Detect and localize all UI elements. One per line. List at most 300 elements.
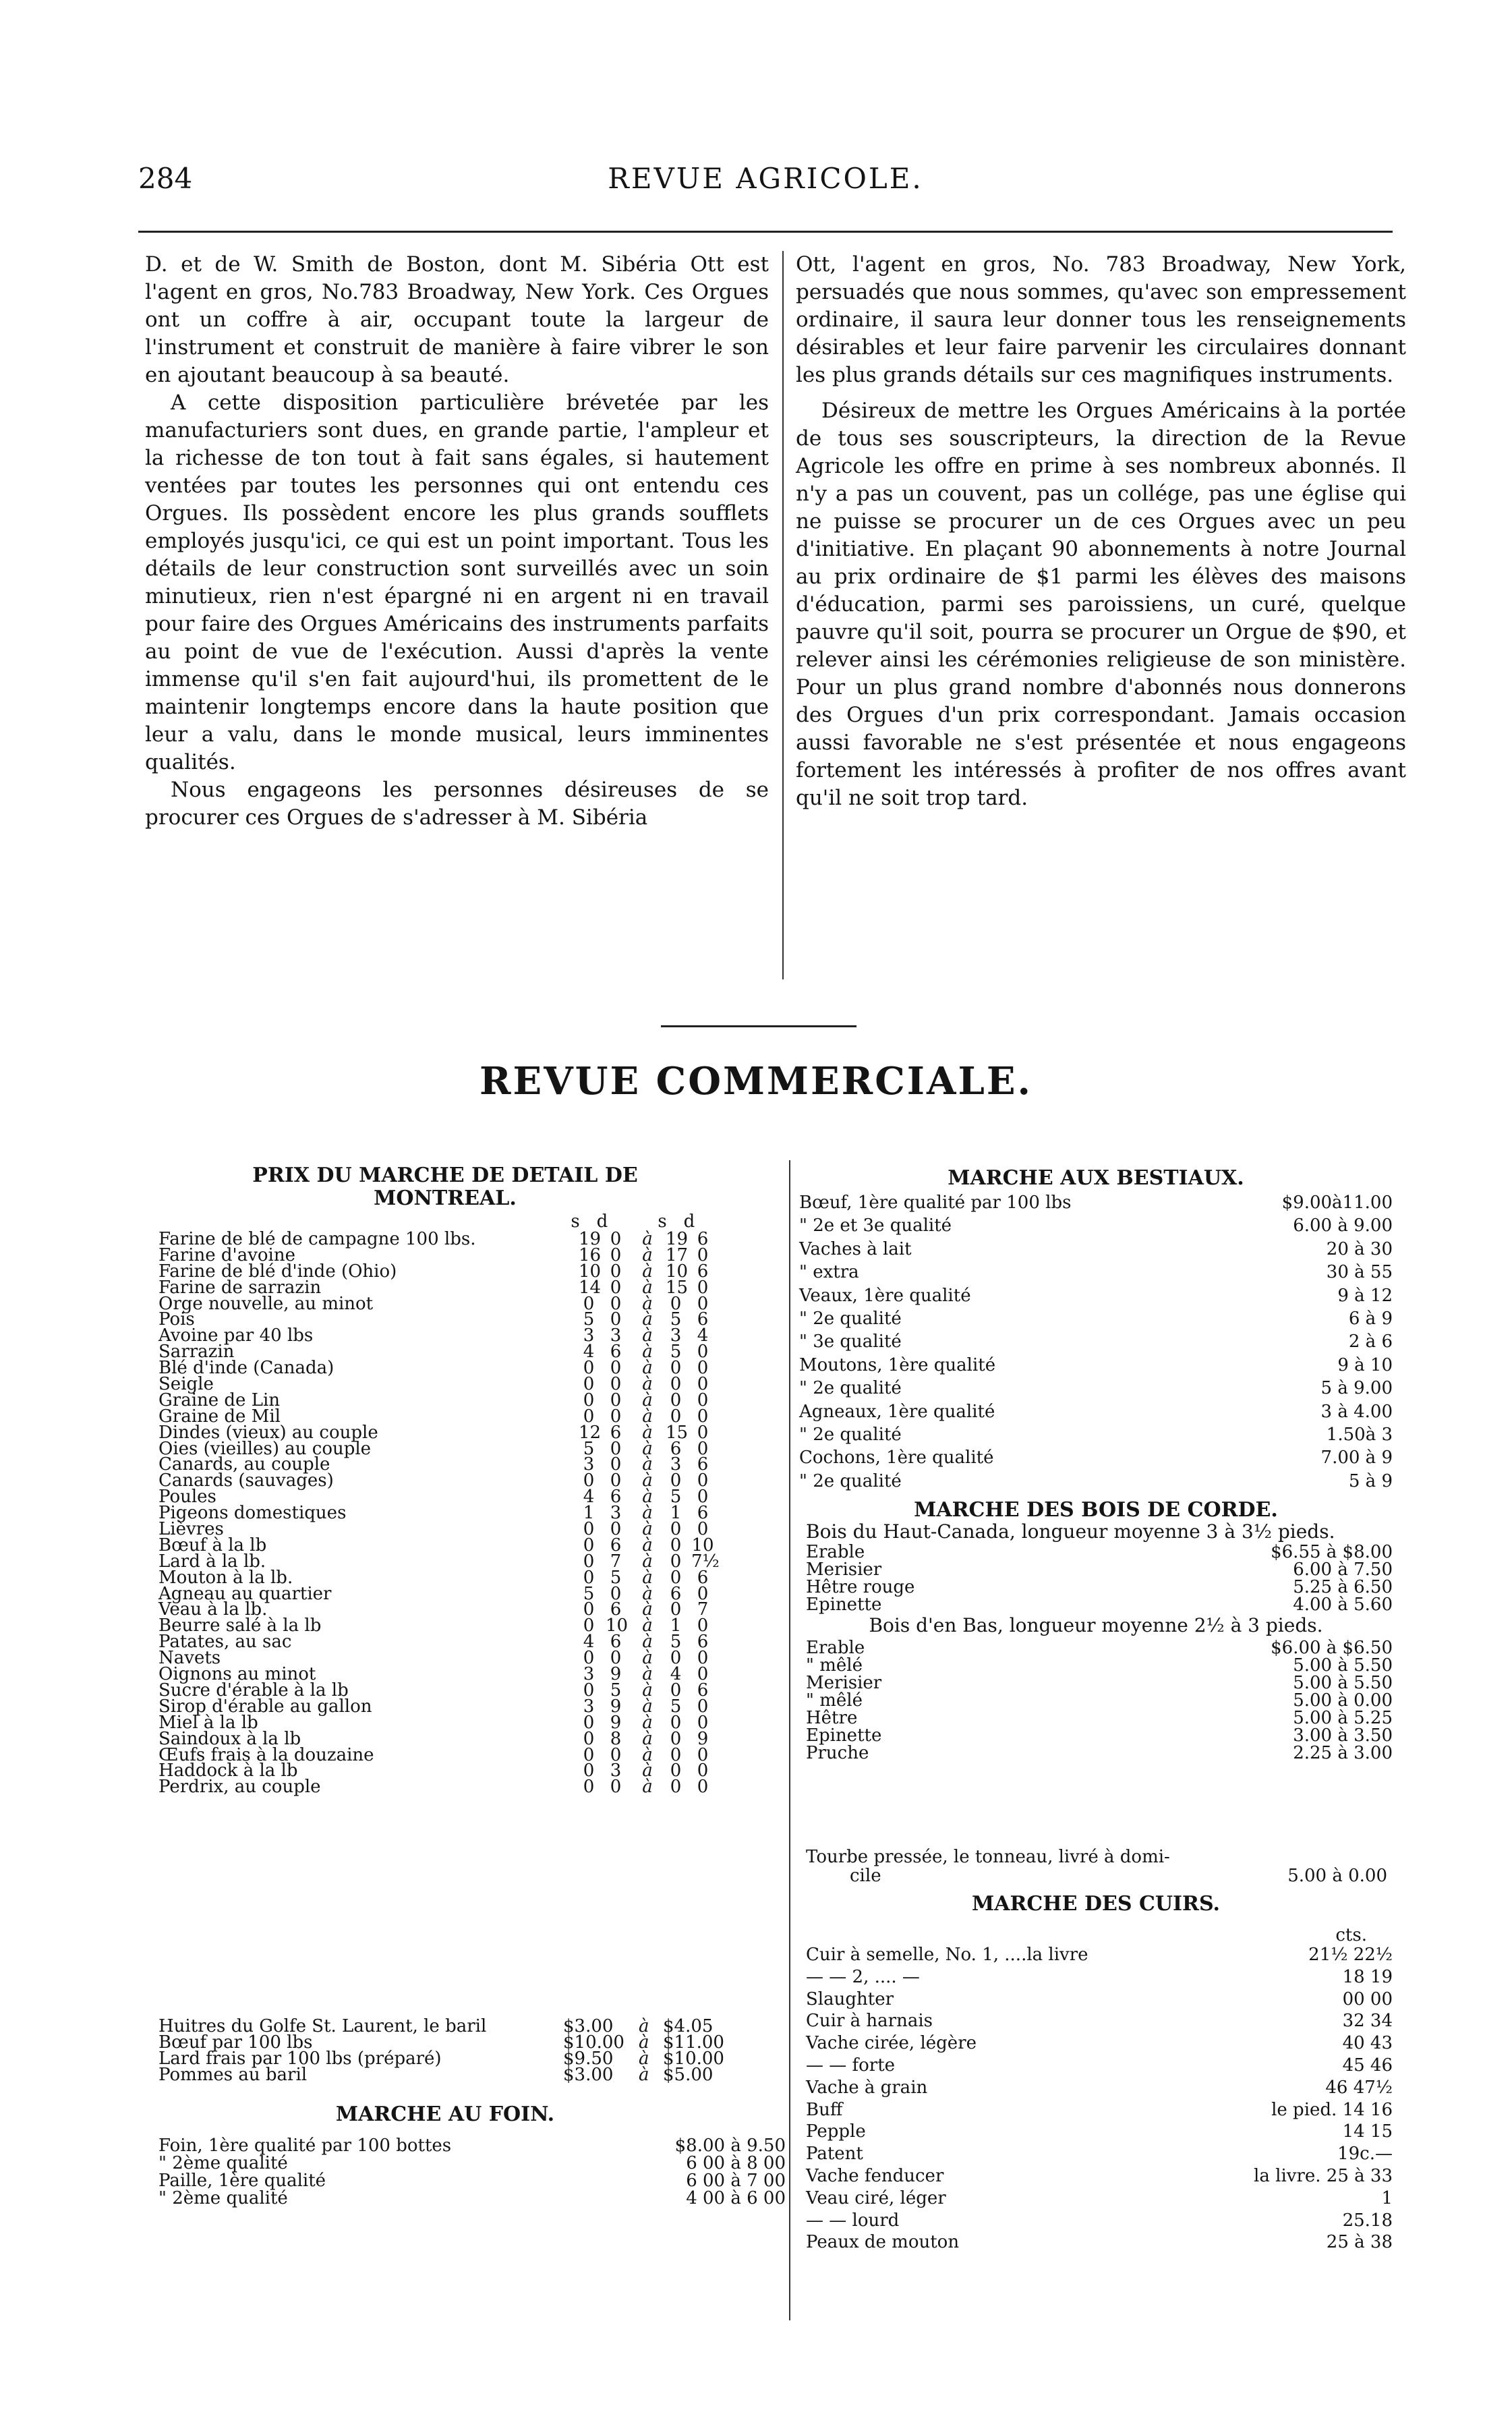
table-row xyxy=(799,1214,1393,1237)
table-column-divider xyxy=(789,1160,790,2320)
price-range: 00 00 xyxy=(1342,1989,1393,2009)
price-high-pence: 0 xyxy=(697,1277,709,1298)
price-high-shillings: 5 xyxy=(670,1309,682,1330)
range-separator: à xyxy=(642,1406,653,1427)
range-separator: à xyxy=(642,1535,653,1555)
price-low-shillings: 0 xyxy=(583,1680,595,1700)
price-range: 6 00 à 7 00 xyxy=(686,2171,786,2191)
price-high-pence: 0 xyxy=(697,1390,709,1410)
range-separator: à xyxy=(642,1390,653,1410)
peat-value: 5.00 à 0.00 xyxy=(1287,1866,1387,1886)
price-high: $10.00 xyxy=(663,2048,724,2069)
price-low-shillings: 5 xyxy=(583,1583,595,1604)
price-high: $4.05 xyxy=(663,2016,714,2036)
price-range: 40 43 xyxy=(1342,2033,1393,2054)
price-high-pence: 7 xyxy=(697,1599,709,1620)
table-row xyxy=(806,1944,1393,1966)
price-low-shillings: 0 xyxy=(583,1777,595,1798)
item-name: Poules xyxy=(158,1487,216,1508)
header-d: d xyxy=(683,1211,695,1232)
price-range: 3.00 à 3.50 xyxy=(1293,1725,1393,1746)
price-low: $9.50 xyxy=(563,2048,614,2069)
table-row xyxy=(806,1657,1393,1674)
price-low-shillings: 5 xyxy=(583,1438,595,1459)
table-row xyxy=(158,2137,786,2154)
price-low-pence: 0 xyxy=(610,1777,622,1798)
price-high-shillings: 0 xyxy=(670,1712,682,1733)
article-paragraph: Désireux de mettre les Orgues Américains à la portée de tous ses souscripteurs, la direction de la Revue Agricole les offre en prime à ses nombreux abonnés. Il n'y a pas un couvent, pas un collége, pas une église qui ne puisse se procurer un de ces Orgues avec un peu d'initiative. En plaçant 90 abonnements à notre Journal au prix ordinaire de $1 parmi les élèves des maisons d'éducation, parmi ses paroissiens, un curé, quelque pauvre qu'il soit, pourra se procurer un Orgue de $90, et relever ainsi les cérémonies religieuse de son ministère. Pour un plus grand nombre d'abonnés nous donnerons des Orgues d'un prix correspondant. Jamais occasion aussi favorable ne s'est présentée et nous engageons fortement les intéressés à profiter de nos offres avant qu'il ne soit trop tard. xyxy=(796,399,1406,810)
range-separator: à xyxy=(642,1551,653,1572)
cattle-price-table xyxy=(799,1191,1393,1493)
price-range: 1.50à 3 xyxy=(1326,1424,1393,1445)
wood-subheading-upper: Bois du Haut-Canada, longueur moyenne 3 à 3½ pieds. xyxy=(806,1520,1335,1543)
price-low-pence: 0 xyxy=(610,1583,622,1604)
column-divider xyxy=(782,251,784,979)
table-row xyxy=(806,2010,1393,2032)
wood-heading: MARCHE DES BOIS DE CORDE. xyxy=(914,1498,1278,1522)
table-row xyxy=(799,1470,1393,1493)
range-separator: à xyxy=(642,1761,653,1781)
price-high-pence: 7½ xyxy=(691,1551,720,1572)
item-name: Lard frais par 100 lbs (préparé) xyxy=(158,2048,442,2069)
price-high-shillings: 1 xyxy=(670,1615,682,1636)
price-range: 21½ 22½ xyxy=(1308,1945,1393,1965)
price-low-pence: 6 xyxy=(610,1599,622,1620)
price-high-pence: 0 xyxy=(697,1696,709,1717)
price-range: 5.25 à 6.50 xyxy=(1293,1577,1393,1597)
item-name: Bœuf par 100 lbs xyxy=(158,2032,313,2053)
table-row xyxy=(806,1561,1393,1578)
price-low-shillings: 0 xyxy=(583,1390,595,1410)
item-name: Vache à grain xyxy=(806,2077,928,2098)
leather-price-table xyxy=(806,1944,1393,2254)
item-name: Vache fenducer xyxy=(806,2165,944,2186)
price-high-shillings: 6 xyxy=(670,1438,682,1459)
peat-line-continued: cile xyxy=(850,1866,881,1886)
price-low-shillings: 0 xyxy=(583,1728,595,1749)
item-name: " 2e et 3e qualité xyxy=(799,1216,952,1236)
item-name: " 2e qualité xyxy=(799,1308,902,1329)
price-range: 5 à 9.00 xyxy=(1320,1378,1393,1399)
leather-heading: MARCHE DES CUIRS. xyxy=(972,1892,1220,1916)
page-number: 284 xyxy=(138,162,193,195)
item-name: Bœuf, 1ère qualité par 100 lbs xyxy=(799,1193,1072,1213)
price-low-pence: 0 xyxy=(610,1358,622,1379)
price-high-shillings: 10 xyxy=(666,1261,689,1282)
item-name: Graine de Lin xyxy=(158,1390,281,1410)
price-low-pence: 0 xyxy=(610,1519,622,1540)
range-separator: à xyxy=(642,1712,653,1733)
item-name: Cuir à semelle, No. 1, ....la livre xyxy=(806,1945,1088,1965)
table-row xyxy=(158,2154,786,2172)
price-range: 14 15 xyxy=(1342,2121,1393,2142)
table-row xyxy=(799,1191,1393,1214)
item-name: Mouton à la lb. xyxy=(158,1567,293,1588)
price-low-shillings: 3 xyxy=(583,1696,595,1717)
price-range: 4 00 à 6 00 xyxy=(686,2188,786,2208)
range-separator: à xyxy=(642,1777,653,1798)
item-name: — — forte xyxy=(806,2055,896,2076)
item-name: Agneau au quartier xyxy=(158,1583,332,1604)
price-range: 2 à 6 xyxy=(1348,1332,1393,1352)
item-name: " 2ème qualité xyxy=(158,2153,288,2173)
range-separator: à xyxy=(642,1599,653,1620)
price-low-pence: 0 xyxy=(610,1454,622,1475)
item-name: Sirop d'érable au gallon xyxy=(158,1696,372,1717)
range-separator: à xyxy=(639,2016,649,2036)
range-separator: à xyxy=(642,1648,653,1669)
price-high-shillings: 19 xyxy=(666,1229,689,1249)
price-low-pence: 5 xyxy=(610,1567,622,1588)
table-row xyxy=(806,1639,1393,1657)
item-name: " 2ème qualité xyxy=(158,2188,288,2208)
range-separator: à xyxy=(642,1374,653,1395)
table-row xyxy=(806,2165,1393,2187)
price-low-pence: 3 xyxy=(610,1761,622,1781)
price-high-pence: 0 xyxy=(697,1519,709,1540)
price-low-pence: 10 xyxy=(606,1615,629,1636)
price-low-pence: 6 xyxy=(610,1632,622,1653)
price-high-pence: 0 xyxy=(697,1777,709,1798)
table-row xyxy=(806,2077,1393,2099)
item-name: Erable xyxy=(806,1638,865,1658)
item-name: Sarrazin xyxy=(158,1342,235,1363)
header-rule xyxy=(138,231,1393,233)
peat-line: Tourbe pressée, le tonneau, livré à domi- xyxy=(806,1847,1170,1867)
item-name: Avoine par 40 lbs xyxy=(158,1325,314,1346)
price-range: 46 47½ xyxy=(1325,2077,1393,2098)
price-range: $6.00 à $6.50 xyxy=(1271,1638,1393,1658)
price-low-pence: 0 xyxy=(610,1470,622,1491)
price-low-shillings: 16 xyxy=(579,1245,602,1265)
item-name: — — lourd xyxy=(806,2210,900,2231)
item-name: " 2e qualité xyxy=(799,1378,902,1399)
price-low-pence: 0 xyxy=(610,1245,622,1265)
price-high-pence: 0 xyxy=(697,1615,709,1636)
table-row xyxy=(158,1634,786,1651)
price-low-pence: 0 xyxy=(610,1744,622,1765)
price-high-pence: 0 xyxy=(697,1712,709,1733)
price-high-shillings: 0 xyxy=(670,1293,682,1314)
item-name: Farine de blé d'inde (Ohio) xyxy=(158,1261,397,1282)
item-name: " 2e qualité xyxy=(799,1424,902,1445)
retail-column-headers xyxy=(145,1211,772,1232)
price-high-shillings: 1 xyxy=(670,1503,682,1524)
price-low: $10.00 xyxy=(563,2032,624,2053)
price-low-pence: 6 xyxy=(610,1487,622,1508)
range-separator: à xyxy=(642,1309,653,1330)
price-low-shillings: 0 xyxy=(583,1599,595,1620)
item-name: — — 2, .... — xyxy=(806,1966,920,1987)
price-low-shillings: 0 xyxy=(583,1406,595,1427)
price-high-shillings: 0 xyxy=(670,1519,682,1540)
price-low-shillings: 3 xyxy=(583,1664,595,1685)
item-name: Navets xyxy=(158,1648,221,1669)
item-name: Patent xyxy=(806,2144,863,2165)
range-separator: à xyxy=(642,1358,653,1379)
price-high-shillings: 0 xyxy=(670,1761,682,1781)
range-separator: à xyxy=(642,1744,653,1765)
price-low-shillings: 4 xyxy=(583,1342,595,1363)
item-name: Dindes (vieux) au couple xyxy=(158,1422,378,1443)
price-high-shillings: 0 xyxy=(670,1648,682,1669)
table-row xyxy=(806,2032,1393,2055)
table-row xyxy=(158,1503,786,1524)
price-high: $5.00 xyxy=(663,2064,714,2085)
item-name: Huitres du Golfe St. Laurent, le baril xyxy=(158,2016,487,2036)
price-range: 20 à 30 xyxy=(1326,1238,1393,1259)
price-range: 19c.— xyxy=(1337,2144,1393,2165)
range-separator: à xyxy=(642,1342,653,1363)
item-name: " 2e qualité xyxy=(799,1470,902,1491)
cattle-heading: MARCHE AUX BESTIAUX. xyxy=(948,1166,1244,1190)
price-high-shillings: 0 xyxy=(670,1551,682,1572)
table-row xyxy=(158,1358,786,1379)
price-low: $3.00 xyxy=(563,2016,614,2036)
item-name: Miel à la lb xyxy=(158,1712,258,1733)
retail-heading: PRIX DU MARCHE DE DETAIL DE MONTREAL. xyxy=(252,1164,638,1210)
price-high-shillings: 5 xyxy=(670,1696,682,1717)
price-high-pence: 0 xyxy=(697,1744,709,1765)
article-left-column xyxy=(145,251,769,832)
price-low-shillings: 5 xyxy=(583,1309,595,1330)
price-high-shillings: 0 xyxy=(670,1599,682,1620)
item-name: Erable xyxy=(806,1542,865,1562)
article-paragraph: D. et de W. Smith de Boston, dont M. Sibéria Ott est l'agent en gros, No.783 Broadway, New York. Ces Orgues ont un coffre à air, occupant toute la largeur de l'instrument et construit de manière à faire vibrer le son en ajoutant beaucoup à sa beauté. xyxy=(145,252,769,387)
item-name: Sucre d'érable à la lb xyxy=(158,1680,349,1700)
table-row xyxy=(158,2172,786,2190)
price-range: 18 19 xyxy=(1342,1966,1393,1987)
price-high-pence: 0 xyxy=(697,1422,709,1443)
price-range: 25.18 xyxy=(1342,2210,1393,2231)
price-high-shillings: 3 xyxy=(670,1454,682,1475)
range-separator: à xyxy=(642,1680,653,1700)
price-low-shillings: 14 xyxy=(579,1277,602,1298)
item-name: Seigle xyxy=(158,1374,214,1395)
item-name: Pruche xyxy=(806,1743,869,1763)
price-high-pence: 0 xyxy=(697,1358,709,1379)
price-low-pence: 0 xyxy=(610,1229,622,1249)
price-range: $9.00à11.00 xyxy=(1281,1193,1393,1213)
price-low-shillings: 0 xyxy=(583,1374,595,1395)
price-low-pence: 6 xyxy=(610,1422,622,1443)
page-header xyxy=(138,162,1393,202)
range-separator: à xyxy=(642,1470,653,1491)
table-row xyxy=(806,1727,1393,1744)
header-s: s xyxy=(571,1211,580,1232)
section-title: REVUE COMMERCIALE. xyxy=(479,1059,1033,1104)
range-separator: à xyxy=(642,1519,653,1540)
price-high-pence: 6 xyxy=(697,1503,709,1524)
price-high-pence: 6 xyxy=(697,1309,709,1330)
price-high-pence: 6 xyxy=(697,1229,709,1249)
price-high-shillings: 5 xyxy=(670,1632,682,1653)
price-range: 6 à 9 xyxy=(1348,1308,1393,1329)
item-name: Lard à la lb. xyxy=(158,1551,266,1572)
range-separator: à xyxy=(639,2032,649,2053)
price-low-pence: 0 xyxy=(610,1648,622,1669)
table-row xyxy=(806,2099,1393,2121)
item-name: Peaux de mouton xyxy=(806,2232,960,2253)
wood-subheading-lower: Bois d'en Bas, longueur moyenne 2½ à 3 pieds. xyxy=(869,1614,1323,1636)
range-separator: à xyxy=(642,1325,653,1346)
item-name: Pois xyxy=(158,1309,195,1330)
table-row xyxy=(806,1543,1393,1561)
range-separator: à xyxy=(642,1438,653,1459)
table-row xyxy=(806,2231,1393,2254)
item-name: Vaches à lait xyxy=(799,1238,912,1259)
price-high-pence: 0 xyxy=(697,1245,709,1265)
item-name: Merisier xyxy=(806,1560,882,1580)
price-low-shillings: 1 xyxy=(583,1503,595,1524)
price-high-pence: 6 xyxy=(697,1567,709,1588)
article-paragraph: Ott, l'agent en gros, No. 783 Broadway, New York, persuadés que nous sommes, qu'avec son empressement ordinaire, il saura leur donner tous les renseignements désirables et leur faire parvenir les circulaires donnant les plus grands détails sur ces magnifiques instruments. xyxy=(796,252,1406,387)
item-name: Slaughter xyxy=(806,1989,894,2009)
price-range: 30 à 55 xyxy=(1326,1262,1393,1283)
table-row xyxy=(806,1709,1393,1727)
price-low-shillings: 0 xyxy=(583,1470,595,1491)
range-separator: à xyxy=(642,1245,653,1265)
price-low-shillings: 0 xyxy=(583,1519,595,1540)
price-range: 7.00 à 9 xyxy=(1320,1448,1393,1468)
header-d: d xyxy=(596,1211,608,1232)
price-low-pence: 5 xyxy=(610,1680,622,1700)
item-name: Hêtre xyxy=(806,1708,858,1728)
item-name: Hêtre rouge xyxy=(806,1577,915,1597)
price-high-shillings: 0 xyxy=(670,1358,682,1379)
table-row xyxy=(158,2190,786,2207)
price-low-shillings: 10 xyxy=(579,1261,602,1282)
range-separator: à xyxy=(642,1503,653,1524)
wood-upper-table xyxy=(806,1543,1393,1613)
table-row xyxy=(158,1293,786,1314)
price-range: 5.00 à 5.25 xyxy=(1293,1708,1393,1728)
price-low-pence: 8 xyxy=(610,1728,622,1749)
price-high-shillings: 0 xyxy=(670,1777,682,1798)
price-low-pence: 9 xyxy=(610,1712,622,1733)
price-high-pence: 0 xyxy=(697,1487,709,1508)
range-separator: à xyxy=(642,1632,653,1653)
range-separator: à xyxy=(642,1293,653,1314)
price-high-shillings: 0 xyxy=(670,1406,682,1427)
range-separator: à xyxy=(642,1583,653,1604)
table-row xyxy=(806,2210,1393,2232)
item-name: Cochons, 1ère qualité xyxy=(799,1448,994,1468)
range-separator: à xyxy=(642,1261,653,1282)
item-name: Pommes au baril xyxy=(158,2064,308,2085)
price-high-pence: 6 xyxy=(697,1680,709,1700)
price-low-shillings: 0 xyxy=(583,1744,595,1765)
price-low-pence: 6 xyxy=(610,1342,622,1363)
price-low-pence: 0 xyxy=(610,1390,622,1410)
price-high-shillings: 0 xyxy=(670,1390,682,1410)
table-row xyxy=(806,2143,1393,2165)
price-range: la livre. 25 à 33 xyxy=(1254,2165,1393,2186)
table-row xyxy=(806,1674,1393,1692)
range-separator: à xyxy=(642,1696,653,1717)
table-row xyxy=(806,2055,1393,2077)
article-right-column xyxy=(796,251,1406,812)
price-low-pence: 3 xyxy=(610,1503,622,1524)
item-name: Canards, au couple xyxy=(158,1454,330,1475)
range-separator: à xyxy=(642,1422,653,1443)
price-range: 5.00 à 5.50 xyxy=(1293,1655,1393,1676)
price-range: 4.00 à 5.60 xyxy=(1293,1595,1393,1615)
price-high-shillings: 6 xyxy=(670,1583,682,1604)
item-name: Oignons au minot xyxy=(158,1664,316,1685)
price-low-shillings: 19 xyxy=(579,1229,602,1249)
item-name: Farine de blé de campagne 100 lbs. xyxy=(158,1229,476,1249)
table-row xyxy=(158,1470,786,1491)
price-high-shillings: 3 xyxy=(670,1325,682,1346)
range-separator: à xyxy=(642,1728,653,1749)
item-name: Œufs frais à la douzaine xyxy=(158,1744,374,1765)
price-high-pence: 0 xyxy=(697,1406,709,1427)
table-row xyxy=(806,1692,1393,1709)
price-high-pence: 10 xyxy=(691,1535,714,1555)
range-separator: à xyxy=(642,1664,653,1685)
price-range: 5.00 à 5.50 xyxy=(1293,1673,1393,1693)
price-low-pence: 6 xyxy=(610,1535,622,1555)
item-name: Graine de Mil xyxy=(158,1406,281,1427)
item-name: Pigeons domestiques xyxy=(158,1503,347,1524)
price-high-shillings: 0 xyxy=(670,1374,682,1395)
item-name: Farine de sarrazin xyxy=(158,1277,322,1298)
price-high-shillings: 5 xyxy=(670,1487,682,1508)
item-name: " mêlé xyxy=(806,1690,863,1711)
table-row xyxy=(806,1578,1393,1596)
price-low-pence: 0 xyxy=(610,1261,622,1282)
price-low-shillings: 0 xyxy=(583,1551,595,1572)
price-high-pence: 0 xyxy=(697,1761,709,1781)
price-low-pence: 9 xyxy=(610,1664,622,1685)
price-high-shillings: 0 xyxy=(670,1680,682,1700)
table-row xyxy=(806,1989,1393,2011)
price-high-pence: 0 xyxy=(697,1293,709,1314)
retail-price-table xyxy=(158,1229,786,1798)
price-high-shillings: 17 xyxy=(666,1245,689,1265)
table-row xyxy=(799,1261,1393,1284)
item-name: Veau à la lb. xyxy=(158,1599,268,1620)
price-high-shillings: 4 xyxy=(670,1664,682,1685)
price-low-shillings: 0 xyxy=(583,1761,595,1781)
table-row xyxy=(806,1744,1393,1762)
price-high-pence: 0 xyxy=(697,1664,709,1685)
price-high-shillings: 15 xyxy=(666,1422,689,1443)
price-low: $3.00 xyxy=(563,2064,614,2085)
item-name: Patates, au sac xyxy=(158,1632,292,1653)
item-name: Farine d'avoine xyxy=(158,1245,295,1265)
item-name: Epinette xyxy=(806,1725,882,1746)
item-name: Canards (sauvages) xyxy=(158,1470,334,1491)
price-range: 6.00 à 9.00 xyxy=(1293,1216,1393,1236)
item-name: Epinette xyxy=(806,1595,882,1615)
leather-unit: cts. xyxy=(1335,1925,1367,1945)
table-row xyxy=(799,1423,1393,1446)
running-title: REVUE AGRICOLE. xyxy=(608,162,923,195)
price-high: $11.00 xyxy=(663,2032,724,2053)
hay-heading: MARCHE AU FOIN. xyxy=(335,2103,555,2126)
price-high-pence: 0 xyxy=(697,1342,709,1363)
item-name: Veaux, 1ère qualité xyxy=(799,1285,971,1306)
item-name: Orge nouvelle, au minot xyxy=(158,1293,374,1314)
range-separator: à xyxy=(642,1277,653,1298)
price-high-pence: 0 xyxy=(697,1648,709,1669)
price-high-pence: 0 xyxy=(697,1583,709,1604)
price-high-pence: 6 xyxy=(697,1261,709,1282)
price-range: 2.25 à 3.00 xyxy=(1293,1743,1393,1763)
price-high-shillings: 5 xyxy=(670,1342,682,1363)
